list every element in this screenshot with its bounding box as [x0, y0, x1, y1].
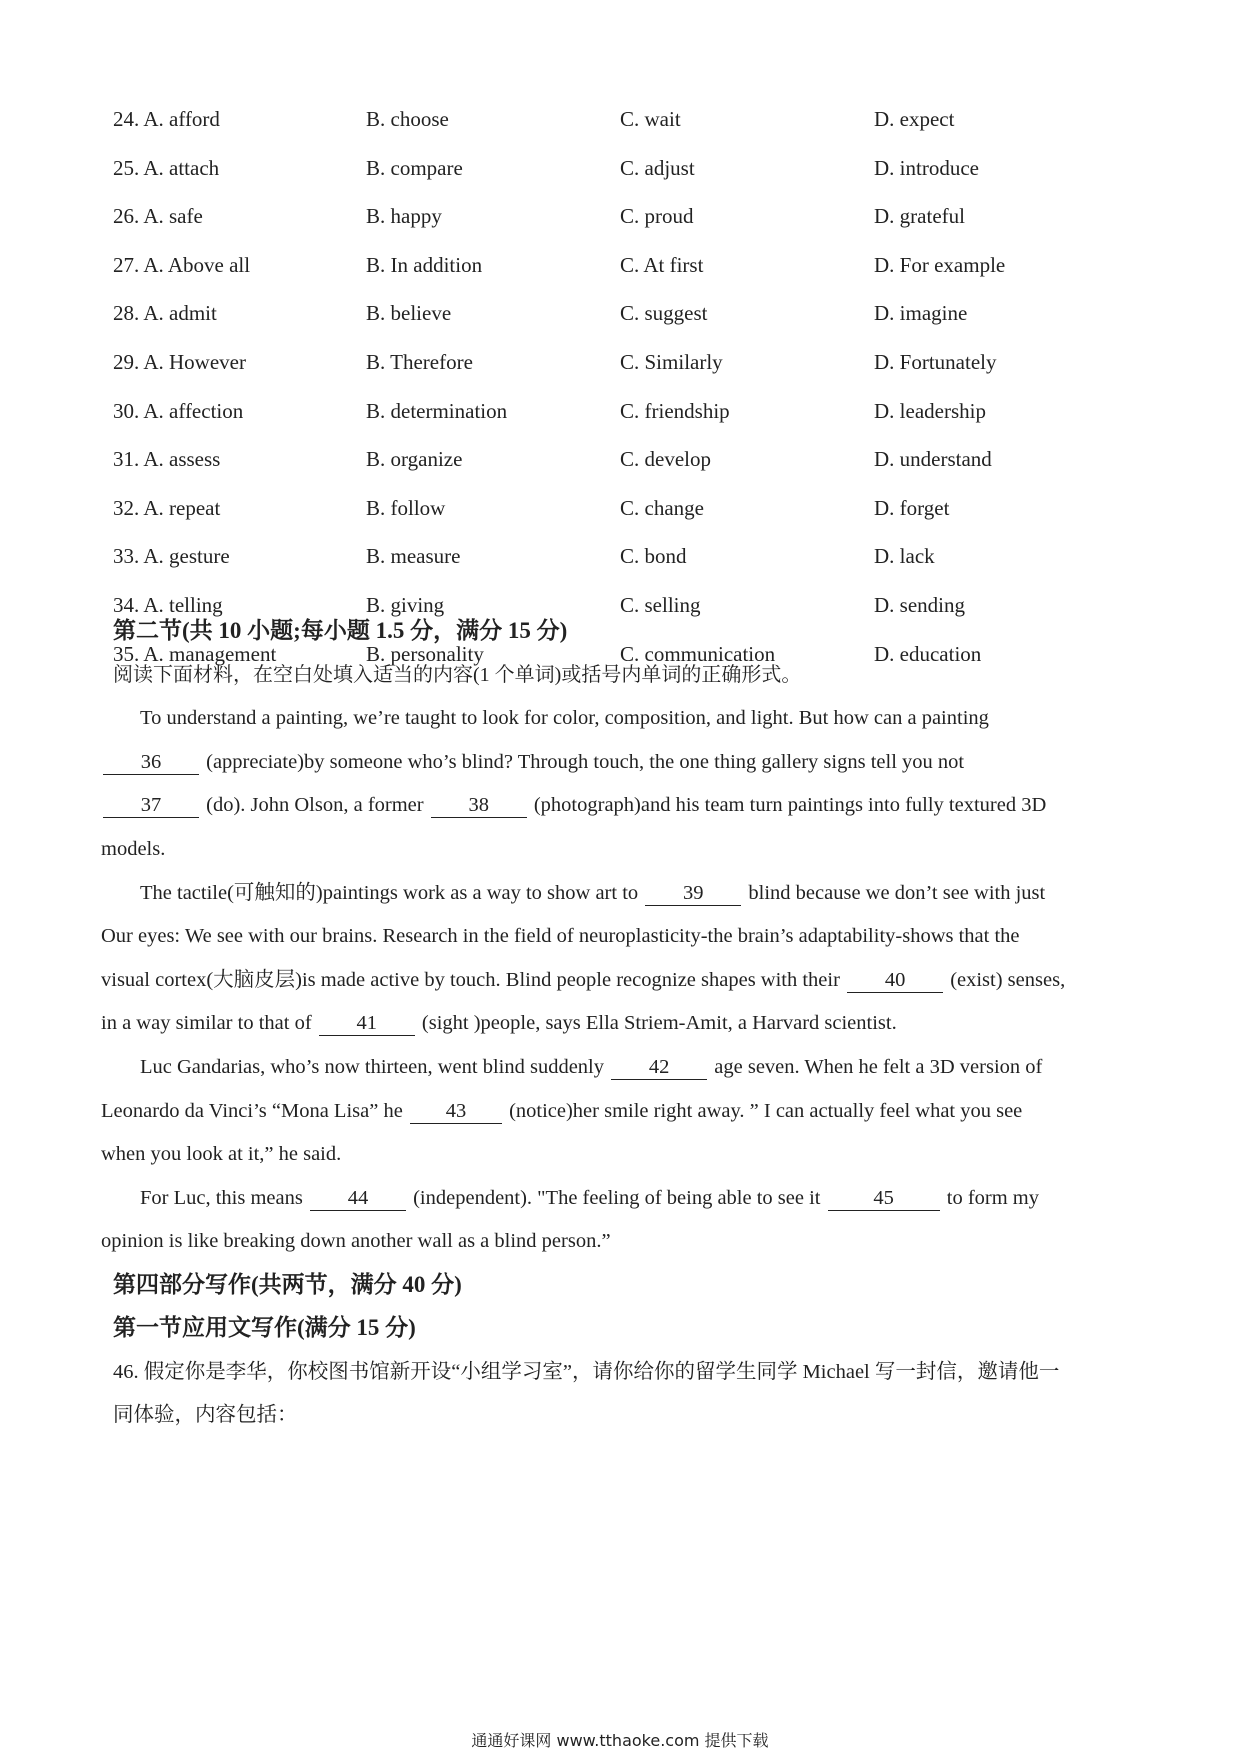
option-a: 26. A. safe — [113, 204, 203, 229]
option-d: D. forget — [874, 495, 950, 520]
option-d: D. imagine — [874, 301, 968, 326]
passage-text: To understand a painting, we’re taught to look for color, composition, and light. But how can a painting — [140, 707, 989, 729]
passage-text: when you look at it,” he said. — [101, 1143, 342, 1165]
option-row — [113, 153, 1113, 202]
option-d: D. education — [874, 641, 982, 666]
option-d: D. introduce — [874, 155, 979, 180]
option-c: C. At first — [620, 252, 704, 277]
option-b: B. Therefore — [366, 349, 473, 374]
option-row — [113, 347, 1113, 396]
option-row — [113, 541, 1113, 590]
passage-line — [101, 747, 964, 777]
option-row — [113, 444, 1113, 493]
passage-text: to form my — [946, 1187, 1039, 1209]
passage-text: blind because we don’t see with just — [748, 882, 1046, 904]
option-d: D. understand — [874, 447, 992, 472]
option-row — [113, 250, 1113, 299]
option-row — [113, 396, 1113, 445]
options-list — [113, 104, 1113, 687]
option-b: B. giving — [366, 592, 445, 617]
option-d: D. grateful — [874, 204, 965, 229]
option-row — [113, 104, 1113, 153]
option-a: 24. A. afford — [113, 107, 220, 131]
passage-text: in a way similar to that of — [101, 1012, 312, 1034]
passage-text: (do). John Olson, a former — [206, 794, 424, 816]
option-a: 32. A. repeat — [113, 495, 221, 520]
passage-text: Luc Gandarias, who’s now thirteen, went blind suddenly — [140, 1056, 605, 1078]
passage-line — [101, 1008, 897, 1038]
option-c: C. communication — [620, 641, 776, 666]
passage-line — [140, 878, 1045, 908]
option-c: C. develop — [620, 447, 711, 472]
option-a: 30. A. affection — [113, 398, 244, 423]
option-a: 31. A. assess — [113, 447, 221, 472]
passage-text: (appreciate)by someone who’s blind? Through touch, the one thing gallery signs tell you not — [206, 751, 965, 773]
option-d: D. lack — [874, 544, 935, 569]
option-c: C. bond — [620, 544, 687, 569]
blank-38[interactable]: 38 — [431, 793, 527, 818]
passage-line — [101, 965, 1065, 995]
option-b: B. happy — [366, 204, 442, 229]
passage-line — [140, 1052, 1042, 1082]
passage-line — [101, 1226, 611, 1256]
passage-text: visual cortex(大脑皮层)is made active by touch. Blind people recognize shapes with their — [101, 969, 840, 991]
option-d: D. expect — [874, 107, 955, 131]
passage-text: Leonardo da Vinci’s “Mona Lisa” he — [101, 1100, 403, 1122]
blank-39[interactable]: 39 — [645, 881, 741, 906]
blank-40[interactable]: 40 — [847, 968, 943, 993]
option-c: C. selling — [620, 592, 701, 617]
option-row — [113, 298, 1113, 347]
option-c: C. change — [620, 495, 704, 520]
option-b: B. compare — [366, 155, 463, 180]
footer-source: 通通好课网 www.tthaoke.com 提供下载 — [471, 1731, 769, 1750]
part4-section1-heading: 第一节应用文写作(满分 15 分) — [113, 1315, 416, 1340]
question-46-line2: 同体验，内容包括： — [113, 1404, 298, 1426]
section2-heading: 第二节(共 10 小题;每小题 1.5 分，满分 15 分) — [113, 618, 568, 643]
option-c: C. friendship — [620, 398, 730, 423]
blank-36[interactable]: 36 — [103, 750, 199, 775]
option-row — [113, 493, 1113, 542]
passage-text: For Luc, this means — [140, 1187, 303, 1209]
option-a: 25. A. attach — [113, 155, 220, 180]
section2-instruction: 阅读下面材料，在空白处填入适当的内容(1 个单词)或括号内单词的正确形式。 — [113, 664, 802, 686]
option-d: D. leadership — [874, 398, 986, 423]
passage-line — [101, 1139, 341, 1169]
passage-text: models. — [101, 838, 166, 860]
passage-line — [101, 790, 1046, 820]
question-46-line1: 46. 假定你是李华，你校图书馆新开设“小组学习室”，请你给你的留学生同学 Michael 写一封信，邀请他一 — [113, 1361, 1060, 1383]
blank-37[interactable]: 37 — [103, 793, 199, 818]
option-d: D. Fortunately — [874, 349, 997, 374]
blank-41[interactable]: 41 — [319, 1011, 415, 1036]
option-c: C. adjust — [620, 155, 695, 180]
option-a: 27. A. Above all — [113, 252, 251, 277]
passage-text: age seven. When he felt a 3D version of — [714, 1056, 1043, 1078]
option-b: B. personality — [366, 641, 484, 666]
option-c: C. proud — [620, 204, 694, 229]
blank-42[interactable]: 42 — [611, 1055, 707, 1080]
passage-text: (notice)her smile right away. ” I can actually feel what you see — [509, 1100, 1023, 1122]
passage-line — [140, 1183, 1039, 1213]
passage-text: opinion is like breaking down another wall as a blind person.” — [101, 1230, 611, 1252]
passage-line — [140, 703, 989, 733]
option-a: 33. A. gesture — [113, 544, 230, 569]
option-b: B. follow — [366, 495, 446, 520]
blank-44[interactable]: 44 — [310, 1186, 406, 1211]
blank-45[interactable]: 45 — [828, 1186, 940, 1211]
passage-line — [101, 921, 1020, 951]
option-b: B. organize — [366, 447, 463, 472]
option-b: B. In addition — [366, 252, 483, 277]
option-a: 28. A. admit — [113, 301, 217, 326]
passage-line — [101, 834, 165, 864]
option-c: C. wait — [620, 107, 681, 131]
option-d: D. For example — [874, 252, 1006, 277]
option-b: B. believe — [366, 301, 452, 326]
option-a: 34. A. telling — [113, 592, 223, 617]
option-b: B. measure — [366, 544, 461, 569]
passage-text: The tactile(可触知的)paintings work as a way to show art to — [140, 882, 639, 904]
passage-text: (photograph)and his team turn paintings into fully textured 3D — [533, 794, 1047, 816]
option-b: B. choose — [366, 107, 449, 131]
passage-text: (exist) senses, — [950, 969, 1066, 991]
passage-text: Our eyes: We see with our brains. Research in the field of neuroplasticity-the brain’s adaptability-shows that the — [101, 925, 1020, 947]
passage-text: (independent). "The feeling of being able to see it — [413, 1187, 821, 1209]
passage-line — [101, 1096, 1022, 1126]
blank-43[interactable]: 43 — [410, 1099, 502, 1124]
option-b: B. determination — [366, 398, 508, 423]
option-c: C. Similarly — [620, 349, 723, 374]
option-a: 29. A. However — [113, 349, 246, 374]
option-c: C. suggest — [620, 301, 708, 326]
passage-text: (sight )people, says Ella Striem-Amit, a Harvard scientist. — [421, 1012, 897, 1034]
part4-heading: 第四部分写作(共两节，满分 40 分) — [113, 1272, 462, 1297]
option-a: 35. A. management — [113, 641, 277, 666]
option-d: D. sending — [874, 592, 965, 617]
option-row — [113, 201, 1113, 250]
